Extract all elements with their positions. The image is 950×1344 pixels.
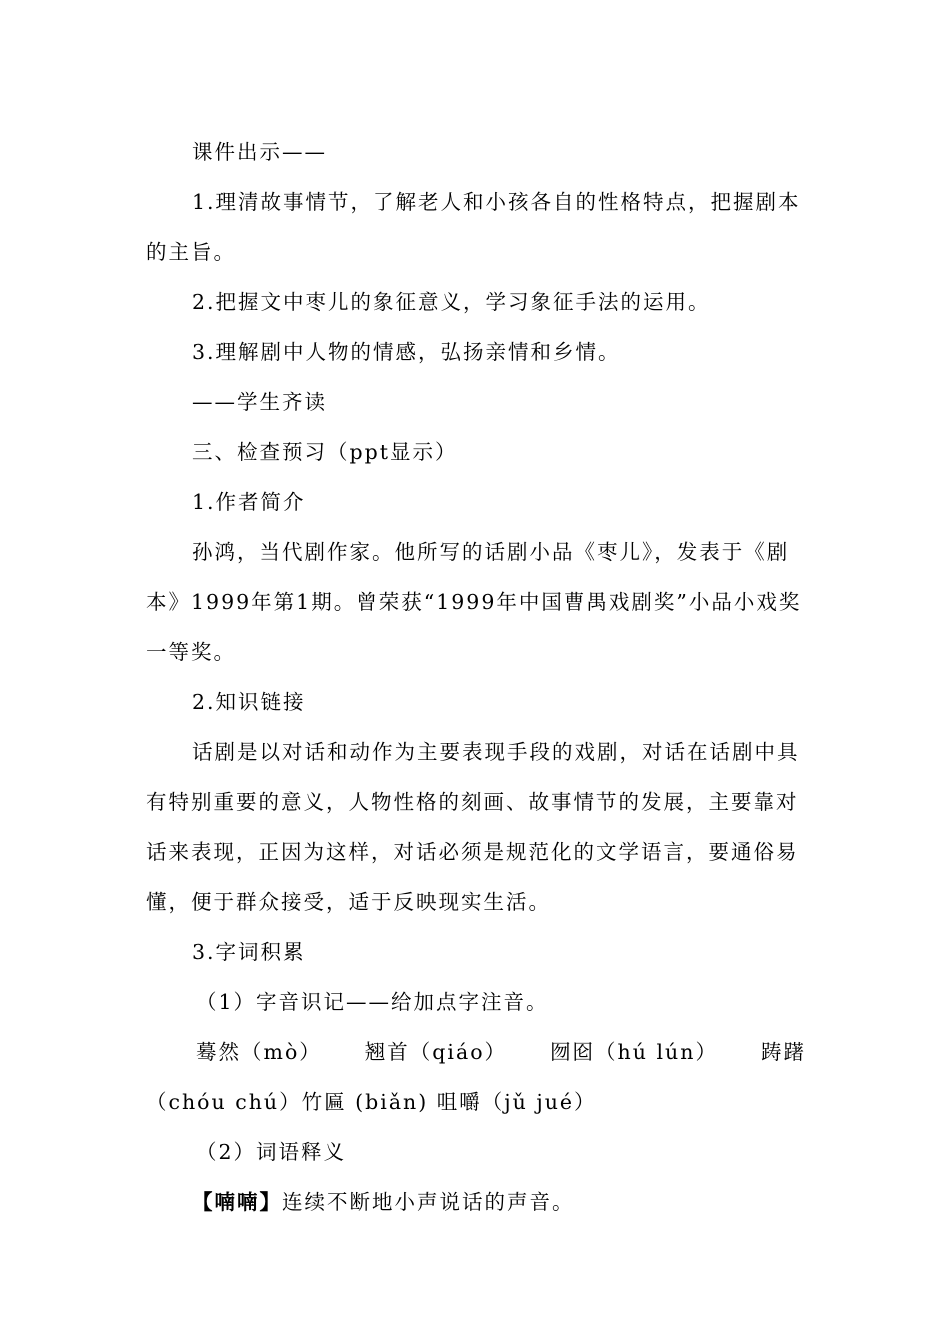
section-3-heading: 三、检查预习（ppt显示） bbox=[192, 440, 458, 464]
pronunciation-line-2: （chóu chú）竹匾 (biǎn) 咀嚼（jǔ jué） bbox=[146, 1090, 597, 1114]
drama-para-line-3: 话来表现，正因为这样，对话必须是规范化的文学语言，要通俗易 bbox=[146, 840, 799, 864]
goal-2: 2.把握文中枣儿的象征意义，学习象征手法的运用。 bbox=[192, 290, 711, 314]
pronunciation-item: 囫囵（hú lún） bbox=[550, 1040, 718, 1064]
knowledge-link-heading: 2.知识链接 bbox=[192, 690, 306, 714]
author-intro-heading: 1.作者简介 bbox=[192, 490, 306, 514]
vocab-heading: 3.字词积累 bbox=[192, 940, 306, 964]
definition-heading: （2）词语释义 bbox=[196, 1140, 347, 1164]
definition-entry bbox=[192, 1188, 575, 1216]
pronunciation-heading: （1）字音识记——给加点字注音。 bbox=[196, 990, 549, 1014]
author-para-line-3: 一等奖。 bbox=[146, 640, 236, 664]
drama-para-line-4: 懂，便于群众接受，适于反映现实生活。 bbox=[146, 890, 551, 914]
author-para-line-1: 孙鸿，当代剧作家。他所写的话剧小品《枣儿》，发表于《剧 bbox=[192, 540, 790, 564]
drama-para-line-1: 话剧是以对话和动作为主要表现手段的戏剧，对话在话剧中具 bbox=[192, 740, 800, 764]
author-para-line-2: 本》1999年第1期。曾荣获“1999年中国曹禺戏剧奖”小品小戏奖 bbox=[146, 590, 802, 614]
definition-text: 连续不断地小声说话的声音。 bbox=[282, 1190, 575, 1214]
goal-1-line-1: 1.理清故事情节，了解老人和小孩各自的性格特点，把握剧本 bbox=[192, 190, 801, 214]
pronunciation-item: 蓦然（mò） bbox=[196, 1040, 322, 1064]
courseware-heading: 课件出示—— bbox=[192, 140, 327, 164]
goal-1-line-2: 的主旨。 bbox=[146, 240, 236, 264]
goal-3: 3.理解剧中人物的情感，弘扬亲情和乡情。 bbox=[192, 340, 621, 364]
pronunciation-item: 踌躇 bbox=[760, 1040, 806, 1064]
definition-term: 【喃喃】 bbox=[192, 1190, 282, 1214]
pronunciation-line-1 bbox=[196, 1038, 806, 1066]
pronunciation-item: 翘首（qiáo） bbox=[364, 1040, 508, 1064]
read-aloud-note: ——学生齐读 bbox=[192, 390, 327, 414]
drama-para-line-2: 有特别重要的意义，人物性格的刻画、故事情节的发展，主要靠对 bbox=[146, 790, 799, 814]
